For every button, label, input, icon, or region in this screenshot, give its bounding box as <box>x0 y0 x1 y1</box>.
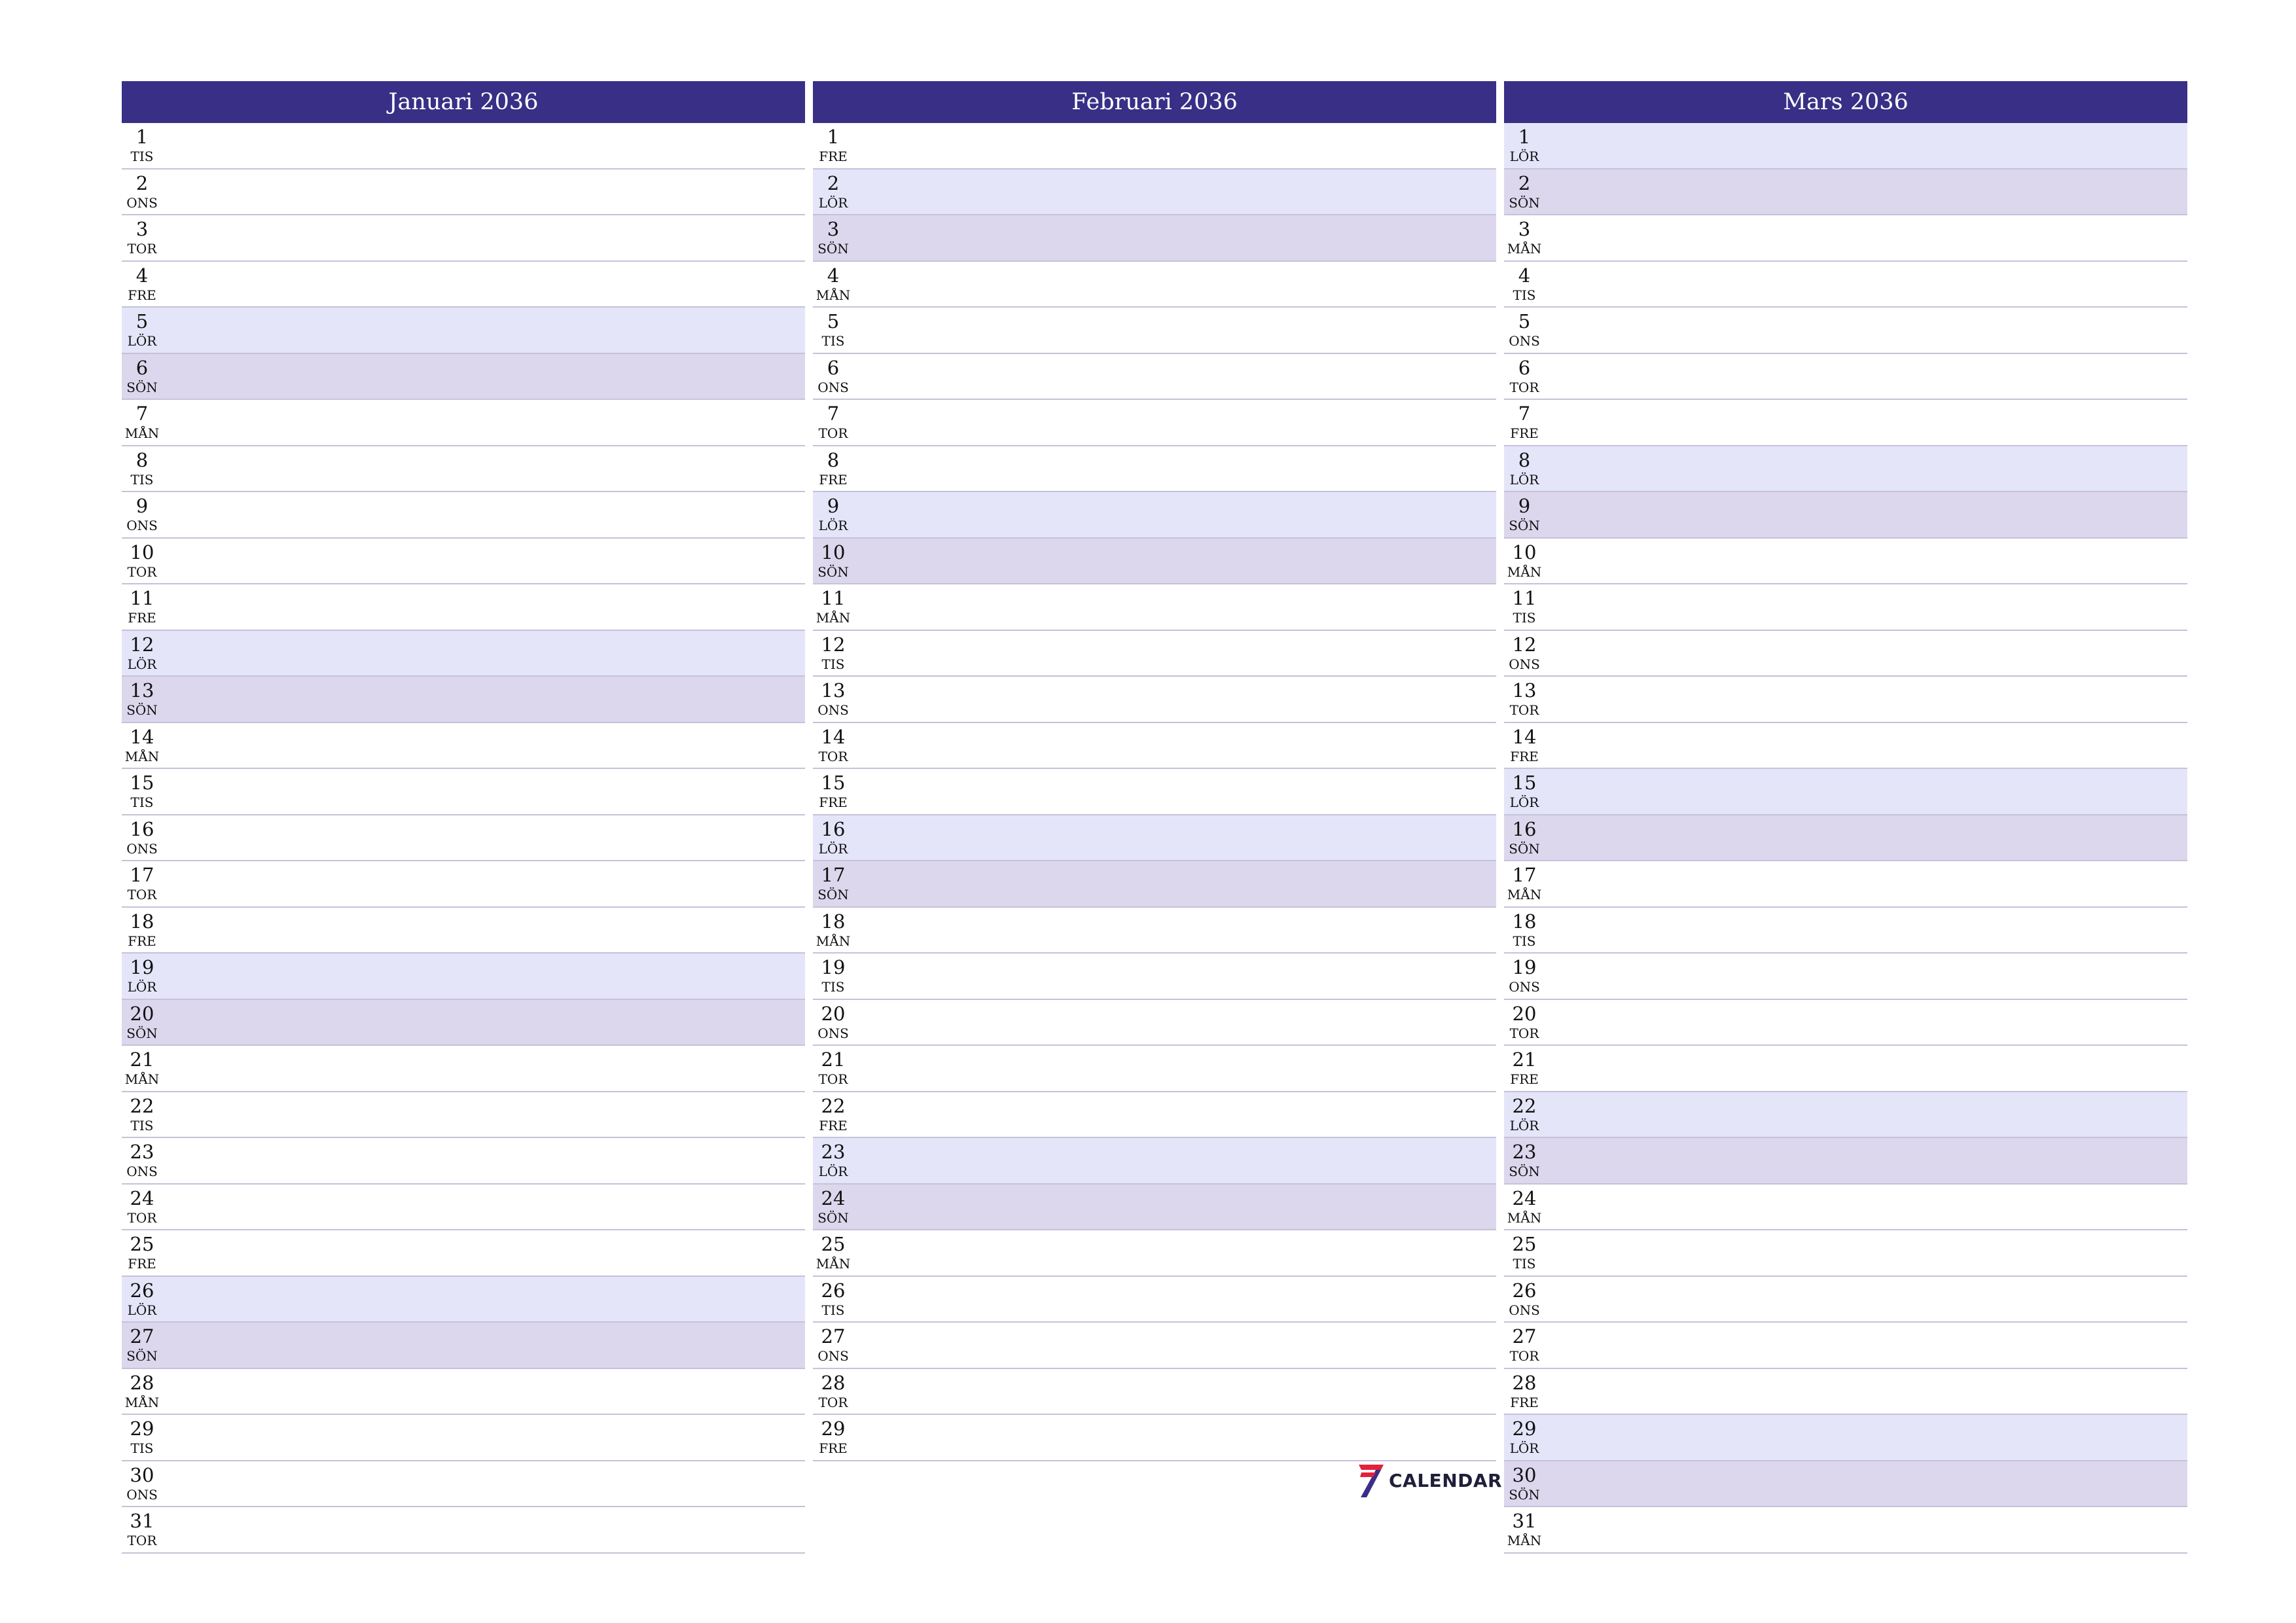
day-weekday: ONS <box>817 702 849 718</box>
day-number: 6 <box>827 356 840 379</box>
day-weekday: MÅN <box>1507 1209 1542 1226</box>
day-number: 31 <box>130 1510 154 1532</box>
day-number: 5 <box>135 310 149 332</box>
day-row <box>1504 1046 2187 1092</box>
day-weekday: ONS <box>126 1164 158 1179</box>
day-row <box>813 215 1496 262</box>
day-number: 30 <box>130 1463 154 1486</box>
day-row <box>813 584 1496 631</box>
day-weekday: ONS <box>817 1025 849 1041</box>
day-number: 18 <box>821 910 846 933</box>
day-weekday: FRE <box>1510 425 1539 441</box>
day-row <box>122 262 805 308</box>
day-list <box>122 123 805 1554</box>
day-weekday: LÖR <box>1509 471 1539 488</box>
day-number: 22 <box>130 1094 154 1117</box>
day-row <box>1504 631 2187 677</box>
day-row <box>813 1092 1496 1139</box>
day-number: 7 <box>1518 402 1531 425</box>
month-header: Mars 2036 <box>1504 81 2187 123</box>
day-number: 8 <box>1518 448 1531 471</box>
day-weekday: TIS <box>130 1440 154 1456</box>
day-number: 18 <box>130 910 154 933</box>
day-row <box>1504 354 2187 401</box>
day-number: 8 <box>135 448 149 471</box>
day-number: 11 <box>1512 587 1537 609</box>
day-row <box>122 354 805 401</box>
day-row <box>813 723 1496 770</box>
day-row <box>813 354 1496 401</box>
day-weekday: TOR <box>1509 379 1539 395</box>
day-number: 11 <box>821 587 846 609</box>
day-weekday: ONS <box>817 1348 849 1364</box>
day-number: 13 <box>821 679 846 702</box>
day-number: 16 <box>1512 817 1537 840</box>
day-weekday: TIS <box>1513 287 1536 303</box>
day-weekday: LÖR <box>818 194 848 211</box>
day-weekday: TOR <box>1509 1348 1539 1364</box>
day-number: 13 <box>1512 679 1537 702</box>
day-weekday: SÖN <box>1509 518 1540 533</box>
day-row <box>122 1185 805 1231</box>
day-number: 27 <box>821 1325 846 1347</box>
day-number: 20 <box>1512 1002 1537 1025</box>
day-weekday: FRE <box>819 471 848 488</box>
day-number: 25 <box>821 1233 846 1255</box>
day-number: 12 <box>130 633 154 656</box>
day-weekday: FRE <box>1510 748 1539 764</box>
day-weekday: ONS <box>126 518 158 533</box>
day-row <box>122 908 805 954</box>
day-number: 23 <box>821 1141 846 1163</box>
day-number: 28 <box>821 1371 846 1394</box>
day-number: 19 <box>130 956 154 978</box>
day-weekday: MÅN <box>816 610 851 626</box>
day-weekday: MÅN <box>1507 563 1542 580</box>
day-weekday: TOR <box>818 1071 848 1087</box>
day-row <box>122 954 805 1000</box>
day-number: 4 <box>135 264 149 287</box>
day-weekday: TOR <box>127 1533 157 1548</box>
day-row <box>122 1323 805 1369</box>
day-weekday: MÅN <box>816 933 851 949</box>
day-row <box>1504 308 2187 354</box>
day-weekday: FRE <box>819 1117 848 1133</box>
day-row <box>813 631 1496 677</box>
day-number: 19 <box>821 956 846 978</box>
day-weekday: LÖR <box>1509 1117 1539 1133</box>
day-number: 1 <box>135 126 149 148</box>
month-march <box>1504 81 2187 1554</box>
month-february <box>813 81 1496 1461</box>
day-row <box>1504 723 2187 770</box>
day-row <box>1504 400 2187 446</box>
day-row <box>813 1000 1496 1046</box>
day-row <box>813 1046 1496 1092</box>
day-row <box>1504 123 2187 169</box>
day-row <box>122 1138 805 1185</box>
day-row <box>1504 861 2187 908</box>
day-weekday: SÖN <box>126 1348 158 1364</box>
day-weekday: TIS <box>821 1302 845 1318</box>
day-number: 1 <box>827 126 840 148</box>
day-number: 24 <box>130 1186 154 1209</box>
day-weekday: SÖN <box>126 1025 158 1041</box>
day-number: 8 <box>827 448 840 471</box>
day-row <box>1504 769 2187 815</box>
day-number: 21 <box>130 1048 154 1071</box>
day-number: 9 <box>135 495 149 517</box>
day-weekday: TIS <box>130 1117 154 1133</box>
day-row <box>813 1277 1496 1323</box>
day-row <box>122 215 805 262</box>
day-row <box>1504 492 2187 539</box>
day-number: 14 <box>1512 725 1537 748</box>
day-number: 2 <box>1518 171 1531 194</box>
day-weekday: SÖN <box>817 887 849 902</box>
day-number: 12 <box>1512 633 1537 656</box>
day-weekday: TOR <box>818 748 848 764</box>
day-row <box>1504 1277 2187 1323</box>
day-weekday: FRE <box>1510 1394 1539 1410</box>
brand-logo <box>1356 1461 1503 1500</box>
day-row <box>122 1092 805 1139</box>
day-weekday: SÖN <box>1509 1164 1540 1179</box>
day-row <box>1504 815 2187 862</box>
day-weekday: SÖN <box>126 379 158 395</box>
day-number: 2 <box>827 171 840 194</box>
day-weekday: SÖN <box>817 241 849 257</box>
day-row <box>1504 446 2187 493</box>
day-row <box>122 861 805 908</box>
day-row <box>1504 1138 2187 1185</box>
day-number: 21 <box>821 1048 846 1071</box>
day-row <box>122 1461 805 1508</box>
day-row <box>813 169 1496 216</box>
day-row <box>813 769 1496 815</box>
day-row <box>813 400 1496 446</box>
day-number: 10 <box>1512 541 1537 563</box>
day-number: 30 <box>1512 1463 1537 1486</box>
day-number: 3 <box>827 218 840 240</box>
day-number: 11 <box>130 587 154 609</box>
day-number: 10 <box>130 541 154 563</box>
day-number: 25 <box>1512 1233 1537 1255</box>
day-row <box>122 631 805 677</box>
day-number: 15 <box>130 772 154 794</box>
day-row <box>813 262 1496 308</box>
day-weekday: FRE <box>128 287 156 303</box>
day-number: 9 <box>1518 495 1531 517</box>
day-number: 12 <box>821 633 846 656</box>
day-row <box>813 954 1496 1000</box>
day-row <box>813 492 1496 539</box>
day-weekday: TIS <box>821 979 845 995</box>
day-row <box>813 539 1496 585</box>
day-number: 31 <box>1512 1510 1537 1532</box>
day-number: 29 <box>1512 1418 1537 1440</box>
day-row <box>122 1415 805 1461</box>
day-number: 17 <box>1512 864 1537 886</box>
day-row <box>813 123 1496 169</box>
day-number: 22 <box>821 1094 846 1117</box>
day-weekday: MÅN <box>124 748 160 764</box>
day-row <box>1504 1507 2187 1554</box>
day-weekday: MÅN <box>124 425 160 441</box>
day-weekday: SÖN <box>126 702 158 718</box>
day-row <box>1504 954 2187 1000</box>
day-row <box>122 584 805 631</box>
day-row <box>122 815 805 862</box>
day-weekday: TOR <box>818 425 848 441</box>
logo-text: CALENDAR <box>1389 1469 1503 1491</box>
day-number: 16 <box>130 817 154 840</box>
day-row <box>122 1507 805 1554</box>
day-weekday: TOR <box>818 1394 848 1410</box>
day-number: 23 <box>1512 1141 1537 1163</box>
day-number: 21 <box>1512 1048 1537 1071</box>
day-weekday: ONS <box>1509 1302 1540 1318</box>
day-weekday: ONS <box>126 1486 158 1503</box>
day-row <box>1504 1461 2187 1508</box>
day-row <box>813 677 1496 723</box>
day-number: 10 <box>821 541 846 563</box>
day-number: 9 <box>827 495 840 517</box>
day-weekday: FRE <box>128 933 156 949</box>
day-number: 26 <box>130 1279 154 1302</box>
day-weekday: LÖR <box>127 656 157 672</box>
day-number: 7 <box>827 402 840 425</box>
day-row <box>1504 539 2187 585</box>
day-number: 22 <box>1512 1094 1537 1117</box>
day-weekday: LÖR <box>1509 149 1539 164</box>
day-number: 26 <box>1512 1279 1537 1302</box>
day-weekday: MÅN <box>1507 887 1542 902</box>
day-row <box>813 1369 1496 1416</box>
day-number: 6 <box>135 356 149 379</box>
day-number: 4 <box>827 264 840 287</box>
day-row <box>813 1415 1496 1461</box>
day-weekday: TOR <box>127 887 157 902</box>
day-weekday: LÖR <box>818 1164 848 1179</box>
day-row <box>813 446 1496 493</box>
day-number: 17 <box>821 864 846 886</box>
day-number: 6 <box>1518 356 1531 379</box>
day-weekday: TOR <box>127 241 157 257</box>
day-number: 25 <box>130 1233 154 1255</box>
day-weekday: ONS <box>1509 979 1540 995</box>
day-weekday: ONS <box>126 840 158 857</box>
day-list <box>1504 123 2187 1554</box>
day-weekday: MÅN <box>124 1394 160 1410</box>
day-weekday: TOR <box>1509 702 1539 718</box>
day-weekday: ONS <box>1509 333 1540 349</box>
day-row <box>122 1000 805 1046</box>
day-number: 14 <box>130 725 154 748</box>
seven-calendar-logo-icon <box>1356 1462 1385 1499</box>
day-row <box>122 1230 805 1277</box>
day-number: 26 <box>821 1279 846 1302</box>
day-row <box>122 123 805 169</box>
day-row <box>122 1046 805 1092</box>
day-number: 28 <box>1512 1371 1537 1394</box>
day-row <box>122 446 805 493</box>
day-number: 13 <box>130 679 154 702</box>
day-number: 15 <box>1512 772 1537 794</box>
month-header: Februari 2036 <box>813 81 1496 123</box>
day-number: 20 <box>130 1002 154 1025</box>
day-weekday: TIS <box>130 794 154 810</box>
day-row <box>122 492 805 539</box>
day-row <box>813 1185 1496 1231</box>
day-row <box>1504 1323 2187 1369</box>
day-number: 20 <box>821 1002 846 1025</box>
day-number: 28 <box>130 1371 154 1394</box>
day-weekday: FRE <box>128 610 156 626</box>
day-row <box>813 861 1496 908</box>
day-number: 3 <box>1518 218 1531 240</box>
day-weekday: FRE <box>819 794 848 810</box>
day-weekday: MÅN <box>816 287 851 303</box>
day-weekday: TIS <box>821 656 845 672</box>
day-number: 29 <box>821 1418 846 1440</box>
day-weekday: ONS <box>817 379 849 395</box>
day-number: 24 <box>821 1186 846 1209</box>
day-weekday: MÅN <box>1507 241 1542 257</box>
day-weekday: FRE <box>128 1256 156 1272</box>
day-weekday: TOR <box>1509 1025 1539 1041</box>
day-row <box>813 815 1496 862</box>
day-number: 16 <box>821 817 846 840</box>
day-row <box>1504 677 2187 723</box>
day-row <box>1504 1369 2187 1416</box>
day-weekday: TOR <box>127 563 157 580</box>
day-number: 3 <box>135 218 149 240</box>
day-row <box>813 1138 1496 1185</box>
day-weekday: TIS <box>1513 1256 1536 1272</box>
day-weekday: TOR <box>127 1209 157 1226</box>
day-weekday: MÅN <box>816 1256 851 1272</box>
day-weekday: SÖN <box>1509 194 1540 211</box>
day-number: 19 <box>1512 956 1537 978</box>
day-weekday: SÖN <box>1509 840 1540 857</box>
day-row <box>813 1230 1496 1277</box>
day-weekday: LÖR <box>127 1302 157 1318</box>
day-row <box>1504 1415 2187 1461</box>
day-row <box>1504 215 2187 262</box>
day-number: 1 <box>1518 126 1531 148</box>
day-number: 27 <box>1512 1325 1537 1347</box>
day-row <box>1504 908 2187 954</box>
day-row <box>813 1323 1496 1369</box>
day-row <box>1504 1092 2187 1139</box>
day-number: 17 <box>130 864 154 886</box>
day-weekday: MÅN <box>124 1071 160 1087</box>
month-january <box>122 81 805 1554</box>
day-weekday: LÖR <box>127 979 157 995</box>
day-weekday: LÖR <box>1509 794 1539 810</box>
day-weekday: LÖR <box>818 518 848 533</box>
day-number: 23 <box>130 1141 154 1163</box>
day-row <box>122 677 805 723</box>
day-number: 2 <box>135 171 149 194</box>
day-number: 14 <box>821 725 846 748</box>
day-weekday: ONS <box>126 194 158 211</box>
day-weekday: TIS <box>1513 933 1536 949</box>
day-weekday: SÖN <box>817 1209 849 1226</box>
day-weekday: TIS <box>1513 610 1536 626</box>
day-row <box>1504 1185 2187 1231</box>
day-row <box>1504 1000 2187 1046</box>
day-number: 15 <box>821 772 846 794</box>
day-weekday: LÖR <box>1509 1440 1539 1456</box>
day-row <box>122 1369 805 1416</box>
day-weekday: FRE <box>819 149 848 164</box>
day-row <box>813 308 1496 354</box>
day-weekday: LÖR <box>818 840 848 857</box>
day-row <box>122 723 805 770</box>
month-header: Januari 2036 <box>122 81 805 123</box>
day-weekday: TIS <box>130 471 154 488</box>
day-row <box>1504 169 2187 216</box>
day-row <box>1504 584 2187 631</box>
day-row <box>122 308 805 354</box>
day-row <box>813 908 1496 954</box>
day-list <box>813 123 1496 1461</box>
day-number: 4 <box>1518 264 1531 287</box>
day-number: 27 <box>130 1325 154 1347</box>
day-weekday: FRE <box>1510 1071 1539 1087</box>
day-number: 29 <box>130 1418 154 1440</box>
day-weekday: TIS <box>821 333 845 349</box>
day-weekday: ONS <box>1509 656 1540 672</box>
day-number: 7 <box>135 402 149 425</box>
day-weekday: SÖN <box>1509 1486 1540 1503</box>
day-row <box>122 1277 805 1323</box>
day-weekday: SÖN <box>817 563 849 580</box>
day-row <box>1504 1230 2187 1277</box>
day-row <box>122 539 805 585</box>
day-weekday: TIS <box>130 149 154 164</box>
day-number: 24 <box>1512 1186 1537 1209</box>
day-row <box>122 400 805 446</box>
day-number: 5 <box>1518 310 1531 332</box>
day-weekday: MÅN <box>1507 1533 1542 1548</box>
day-weekday: LÖR <box>127 333 157 349</box>
day-number: 5 <box>827 310 840 332</box>
day-row <box>122 769 805 815</box>
day-row <box>1504 262 2187 308</box>
day-weekday: FRE <box>819 1440 848 1456</box>
day-row <box>122 169 805 216</box>
day-number: 18 <box>1512 910 1537 933</box>
